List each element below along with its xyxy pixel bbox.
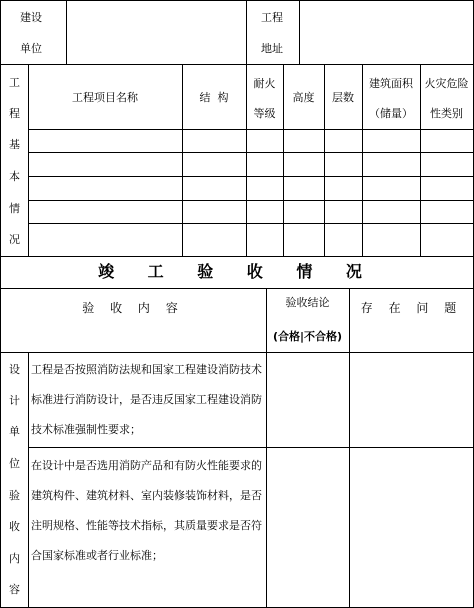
- col-fire-rating-2: 等级: [253, 107, 276, 120]
- project-side-char-4: 本: [9, 170, 20, 183]
- acceptance-item-2: 在设计中是否选用消防产品和有防火性能要求的建筑构件、建筑材料、室内装修装饰材料，是否注明规格、性能等技术指标，其质量要求是否符合国家标准或者行业标准；: [31, 459, 262, 562]
- construction-unit-value[interactable]: [67, 1, 245, 63]
- rule-struct-col: [246, 64, 247, 256]
- issues-header: 存 在 问 题: [360, 301, 463, 315]
- acceptance-item-1: 工程是否按照消防法规和国家工程建设消防技术标准进行消防设计，是否违反国家工程建设消防技术标准强制性要求；: [31, 363, 262, 436]
- rule-header-bottom: [0, 64, 474, 65]
- design-side-char-5: 验: [9, 489, 20, 502]
- col-fire-hazard-1: 火灾危险: [424, 77, 469, 90]
- project-side-char-6: 况: [9, 233, 20, 246]
- design-side-char-7: 内: [9, 552, 20, 565]
- construction-unit-label-2: 单位: [20, 42, 42, 55]
- rule-project-row-3: [28, 200, 474, 201]
- rule-columns-bottom: [28, 129, 474, 130]
- col-building-area-1: 建筑面积: [369, 77, 413, 90]
- item-2-issues-cell[interactable]: [350, 448, 472, 606]
- col-fire-rating-1: 耐火: [253, 77, 276, 90]
- conclusion-header-2: (合格|不合格): [272, 330, 343, 343]
- design-side-char-2: 计: [9, 394, 20, 407]
- design-side-char-6: 收: [9, 520, 20, 533]
- rule-title-bottom: [0, 288, 474, 289]
- project-side-char-5: 情: [9, 202, 20, 215]
- project-side-char-1: 工: [9, 76, 20, 89]
- col-project-name: 工程项目名称: [72, 91, 138, 104]
- rule-floors-col: [362, 64, 363, 256]
- acceptance-content-header: 验 收 内 容: [82, 301, 184, 315]
- col-height: 高度: [292, 91, 315, 104]
- project-side-char-2: 程: [9, 107, 20, 120]
- project-address-label-2: 地址: [261, 42, 283, 55]
- item-2-conclusion-cell[interactable]: [267, 448, 348, 606]
- rule-area-col: [420, 64, 421, 256]
- rule-project-row-4: [28, 223, 474, 224]
- col-structure: 结 构: [199, 91, 229, 104]
- conclusion-header-1: 验收结论: [285, 296, 330, 309]
- design-side-char-4: 位: [9, 457, 20, 470]
- rule-design-side: [28, 352, 29, 608]
- design-side-char-3: 单: [9, 425, 20, 438]
- project-address-value[interactable]: [300, 1, 472, 63]
- project-side-char-3: 基: [9, 138, 20, 151]
- rule-project-bottom: [0, 256, 474, 257]
- col-building-area-2: （储量）: [369, 107, 413, 120]
- rule-project-row-2: [28, 176, 474, 177]
- project-address-label-1: 工程: [261, 11, 283, 24]
- rule-address-left: [246, 0, 247, 64]
- col-floors: 层数: [332, 91, 354, 104]
- item-1-issues-cell[interactable]: [350, 353, 472, 446]
- construction-unit-label-1: 建设: [20, 11, 42, 24]
- acceptance-title: 竣 工 验 收 情 况: [98, 262, 376, 281]
- col-fire-hazard-2: 性类别: [430, 107, 463, 120]
- rule-project-row-1: [28, 152, 474, 153]
- design-side-char-8: 容: [9, 583, 20, 596]
- design-side-char-1: 设: [9, 363, 20, 376]
- item-1-conclusion-cell[interactable]: [267, 353, 348, 446]
